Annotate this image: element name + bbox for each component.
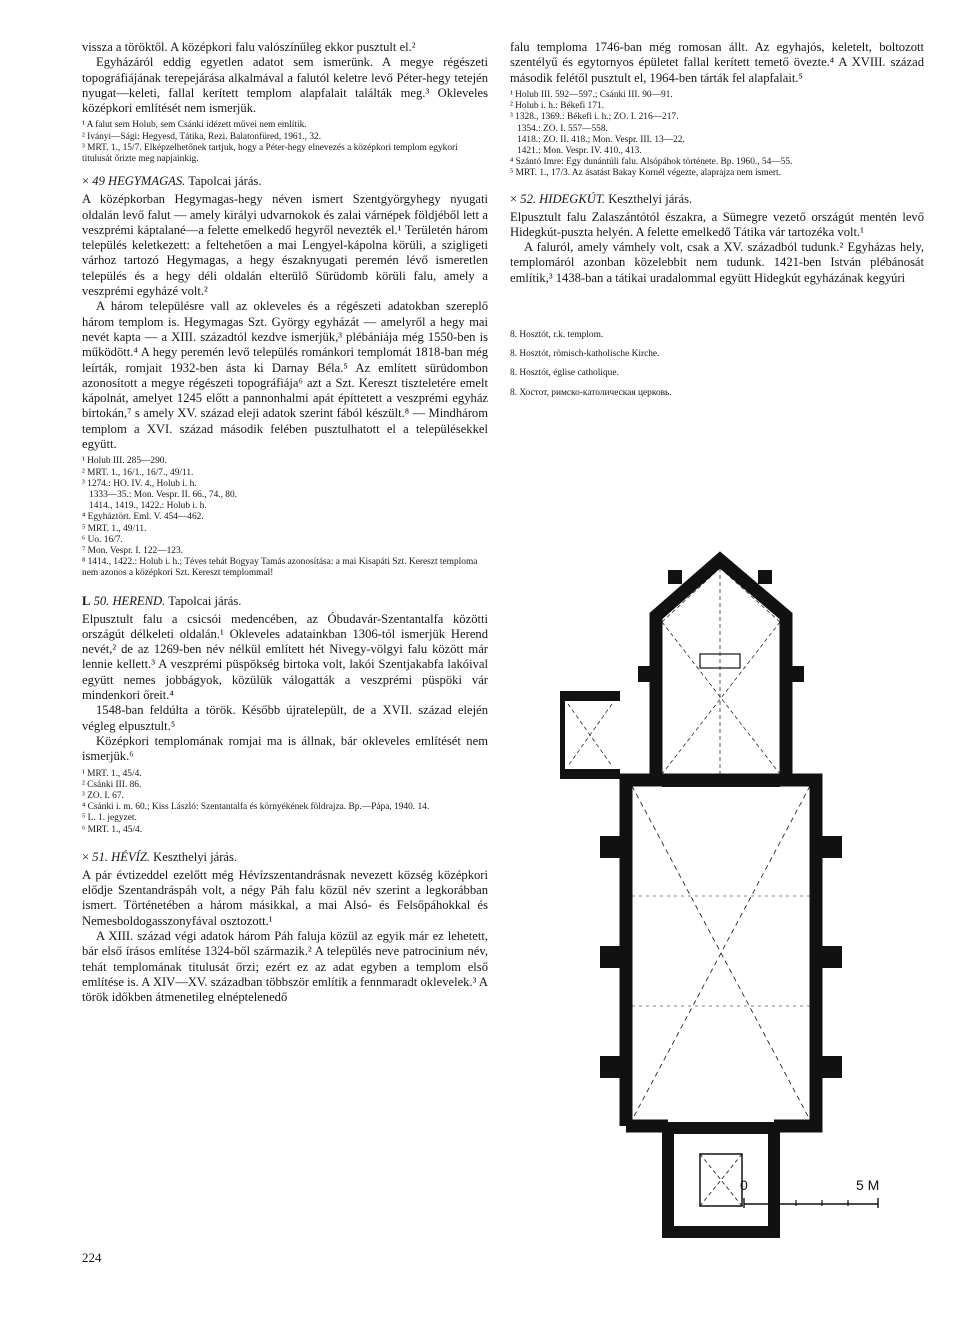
paragraph: A középkorban Hegymagas-hegy néven ismert Szentgyörgyhegy nyugati oldalán levő falut — amely királyi udvarnokok és zalai várnépek földjéből lett a veszprémi káptalané—a felette emelkedő hegyről nevezték el.¹ Területén három település keletkezett: a feltehetően a mai Lengyel-kápolna körüli, a szigligeti várhoz tartozó Hegymagas, a hegy északnyugati peremén lévő ismeretlen település és a hegy déli oldalán elterülő Sürüdomb körüli falu, amely a veszprémi egyházé volt.² bbox=[82, 192, 488, 299]
footnote: ⁴ Csánki i. m. 60.; Kiss László: Szentantalfa és környékének földrajza. Bp.—Pápa, 1940. 14. bbox=[82, 802, 430, 813]
scale-end-label: 5 M bbox=[856, 1177, 880, 1193]
section-title: 49 HEGYMAGAS. bbox=[92, 174, 186, 189]
footnote: ⁵ L. 1. jegyzet. bbox=[82, 813, 137, 824]
section-mark: L bbox=[82, 593, 91, 608]
church-floor-plan bbox=[560, 536, 922, 1260]
paragraph: Elpusztult falu a csicsói medencében, az Óbudavár-Szentantalfa közötti országút délkeleti oldalán.¹ Okleveles adatainkban 1306-tól ismerjük Herend nevét,² de az 1269-ben név nélkül említett hét Nivegy-völgyi falu között már lennie kellett.³ A veszprémi püspökség birtoka volt, lakói Szentjakabfa lakóival együtt nemes jobbágyok, közülük válogatták a veszprémi püspöki vár mindenkori őreit.⁴ bbox=[82, 611, 488, 703]
footnote: ⁵ MRT. 1., 17/3. Az ásatást Bakay Kornél végezte, alaprajza nem ismert. bbox=[510, 168, 781, 179]
footnotes bbox=[510, 90, 924, 180]
caption-line: 8. Hosztót, römisch-katholische Kirche. bbox=[510, 349, 660, 360]
footnotes bbox=[82, 120, 488, 165]
apse-walls bbox=[656, 560, 786, 780]
section-heading-52 bbox=[510, 192, 924, 207]
section-heading-49 bbox=[82, 174, 488, 189]
paragraph: 1548-ban feldúlta a török. Később újratelepült, de a XVII. század elején végleg elpusztult.⁵ bbox=[82, 703, 488, 733]
right-column bbox=[510, 40, 924, 407]
footnote: 1414., 1419., 1422.: Holub i. h. bbox=[89, 501, 207, 512]
caption-line: 8. Hosztót, église catholique. bbox=[510, 368, 619, 379]
footnotes bbox=[82, 456, 488, 579]
footnote: ⁵ MRT. 1., 49/11. bbox=[82, 523, 147, 534]
footnote: ¹ MRT. 1., 45/4. bbox=[82, 768, 142, 779]
footnote: ² MRT. 1., 16/1., 16/7., 49/11. bbox=[82, 467, 194, 478]
footnote: ³ 1328., 1369.: Békefi i. h.; ZO. I. 216—217. bbox=[510, 112, 679, 123]
left-column bbox=[82, 40, 488, 1005]
footnote: ³ MRT. 1., 15/7. Elképzelhetőnek tartjuk, hogy a Péter-hegy elnevezés a középkori templom egykori titulusát őrizte meg napjainkig. bbox=[82, 142, 458, 165]
caption-line: 8. Hosztót, r.k. templom. bbox=[510, 330, 604, 340]
footnote: ¹ A falut sem Holub, sem Csánki idézett művei nem említik. bbox=[82, 120, 307, 131]
scale-bar-drawing bbox=[738, 1174, 918, 1224]
paragraph: falu temploma 1746-ban még romosan állt. Az egyhajós, keletelt, boltozott szentélyű és egytornyos épületet fallal kerített temető övezte.⁴ A XVIII. század második felétől pusztult el, 1964-ben tárták fel alapfalait.⁵ bbox=[510, 40, 924, 85]
section-title: 52. HIDEGKÚT. bbox=[520, 191, 606, 206]
paragraph: A XIII. század végi adatok három Páh faluja közül az egyik már ez lehetett, bár első írásos említése 1324-ből származik.² A település neve patrocinium név, tehát templomának titulusát őrzi; ezért ez az adat egyben a templom első említése is. A XIV—XV. században többször említik a fennmaradt oklevelek.³ A török időkben átmenetileg elnéptelenedő bbox=[82, 928, 488, 1005]
paragraph: A faluról, amely vámhely volt, csak a XV. századból tudunk.² Egyházas hely, templomáról azonban közelebbit nem tudunk. 1421-ben István plébánosát említik,³ 1438-ban a tátikai uradalommal együtt Hidegkút egyházának kegyúri bbox=[510, 240, 924, 285]
page-number: 224 bbox=[82, 1250, 102, 1265]
footnote: ¹ Holub III. 285—290. bbox=[82, 456, 167, 467]
footnote: ³ 1274.: HO. IV. 4., Holub i. h. bbox=[82, 478, 197, 489]
figure-caption bbox=[510, 330, 924, 399]
section-district: Keszthelyi járás. bbox=[605, 191, 693, 206]
footnote: ⁷ Mon. Vespr. I. 122—123. bbox=[82, 545, 184, 556]
section-mark: × bbox=[82, 174, 90, 189]
footnote: ³ ZO. I. 67. bbox=[82, 790, 124, 801]
footnotes bbox=[82, 769, 488, 836]
footnote: ⁴ Szántó Imre: Egy dunántúli falu. Alsópáhok története. Bp. 1960., 54—55. bbox=[510, 157, 793, 168]
section-mark: × bbox=[510, 191, 518, 206]
floor-plan-drawing bbox=[560, 536, 922, 1260]
scale-start-label: 0 bbox=[740, 1177, 748, 1193]
footnote: 1418.: ZO. II. 418.; Mon. Vespr. III. 13—22. bbox=[517, 134, 685, 145]
footnote: ¹ Holub III. 592—597.; Csánki III. 90—91. bbox=[510, 89, 673, 100]
section-district: Tapolcai járás. bbox=[165, 593, 242, 608]
footnote: 1333—35.: Mon. Vespr. II. 66., 74., 80. bbox=[89, 489, 238, 500]
paragraph: A három településre vall az okleveles és a régészeti adatokban szereplő három templom is. Hegymagas Szt. György egyházát — amelyről a hegy mai nevét kapta — a XIII. századtól kezdve ismerjük,³ plébániája még 1550-ben is működött.⁴ A hegy peremén levő település románkori templomát 1818-ban még leírták, romjait 1932-ben ásta ki Darnay Béla.⁵ Az említett sürüdombon azonosított a megye régészeti topográfiája⁶ azt a Szt. Kereszt tiszteletére emelt kápolnát, amelyet 1245 előtt a pannonhalmi apát építtetett a veszprémi egyház birtokán,⁷ s amely XV. század eleji adatok szerint fából készült.⁸ — Mindhárom templom a XVI. század második felében pusztulhatott el a településekkel együtt. bbox=[82, 299, 488, 452]
footnote: 1421.: Mon. Vespr. IV. 410., 413. bbox=[517, 145, 642, 156]
section-mark: × bbox=[82, 849, 90, 864]
paragraph: vissza a töröktől. A középkori falu valószínűleg ekkor pusztult el.² bbox=[82, 40, 416, 54]
section-district: Tapolcai járás. bbox=[185, 174, 262, 189]
paragraph: Középkori templomának romjai ma is állnak, bár okleveles említését nem ismerjük.⁶ bbox=[82, 733, 488, 764]
section-title: 50. HEREND. bbox=[93, 593, 166, 608]
section-heading-51 bbox=[82, 850, 488, 865]
scale-bar bbox=[738, 1174, 918, 1224]
footnote: ² Csánki III. 86. bbox=[82, 779, 142, 790]
section-district: Keszthelyi járás. bbox=[149, 849, 238, 864]
footnote: ⁶ Uo. 16/7. bbox=[82, 534, 123, 545]
footnote: 1354.: ZO. I. 557—558. bbox=[517, 123, 608, 134]
section-heading-50 bbox=[82, 594, 488, 609]
caption-line: 8. Хостот, римско-католическая церковь. bbox=[510, 387, 672, 398]
paragraph: Elpusztult falu Zalaszántótól északra, a Sümegre vezető országút mentén levő Hidegkút-puszta helyén. A felette emelkedő Tátika vár tartozéka volt.¹ bbox=[510, 209, 924, 239]
paragraph: A pár évtizeddel ezelőtt még Hévízszentandrásnak nevezett község középkori elődje Szentandráspáh volt, a négy Páh falu közül név szerint a legkorábban ismert. Történetében a három másikkal, a mai Alsó- és Felsőpáhokkal és Nemesboldogasszonyfával osztozott.¹ bbox=[82, 867, 488, 928]
footnote: ⁶ MRT. 1., 45/4. bbox=[82, 824, 143, 835]
section-title: 51. HÉVÍZ. bbox=[92, 849, 150, 864]
paragraph: Egyházáról eddig egyetlen adatot sem ismerünk. A megye régészeti topográfiájának terepejárása alkalmával a falutól keletre levő Péter-hegy tetején nyugat—keleti, fallal kerített templom alapfalait találták meg.³ Okleveles középkori említését nem ismerjük. bbox=[82, 55, 488, 116]
footnote: ² Holub i. h.: Békefi 171. bbox=[510, 101, 604, 112]
footnote: ⁴ Egyháztört. Eml. V. 454—462. bbox=[82, 512, 204, 523]
footnote: ² Iványi—Sági: Hegyesd, Tátika, Rezi. Balatonfüred, 1961., 32. bbox=[82, 131, 322, 142]
footnote: ⁸ 1414., 1422.: Holub i. h.; Téves tehát Bogyay Tamás azonosítása: a mai Kisapáti Szt. Kereszt temploma nem azonos a középkori Szt. Kereszt templommal! bbox=[82, 557, 478, 579]
